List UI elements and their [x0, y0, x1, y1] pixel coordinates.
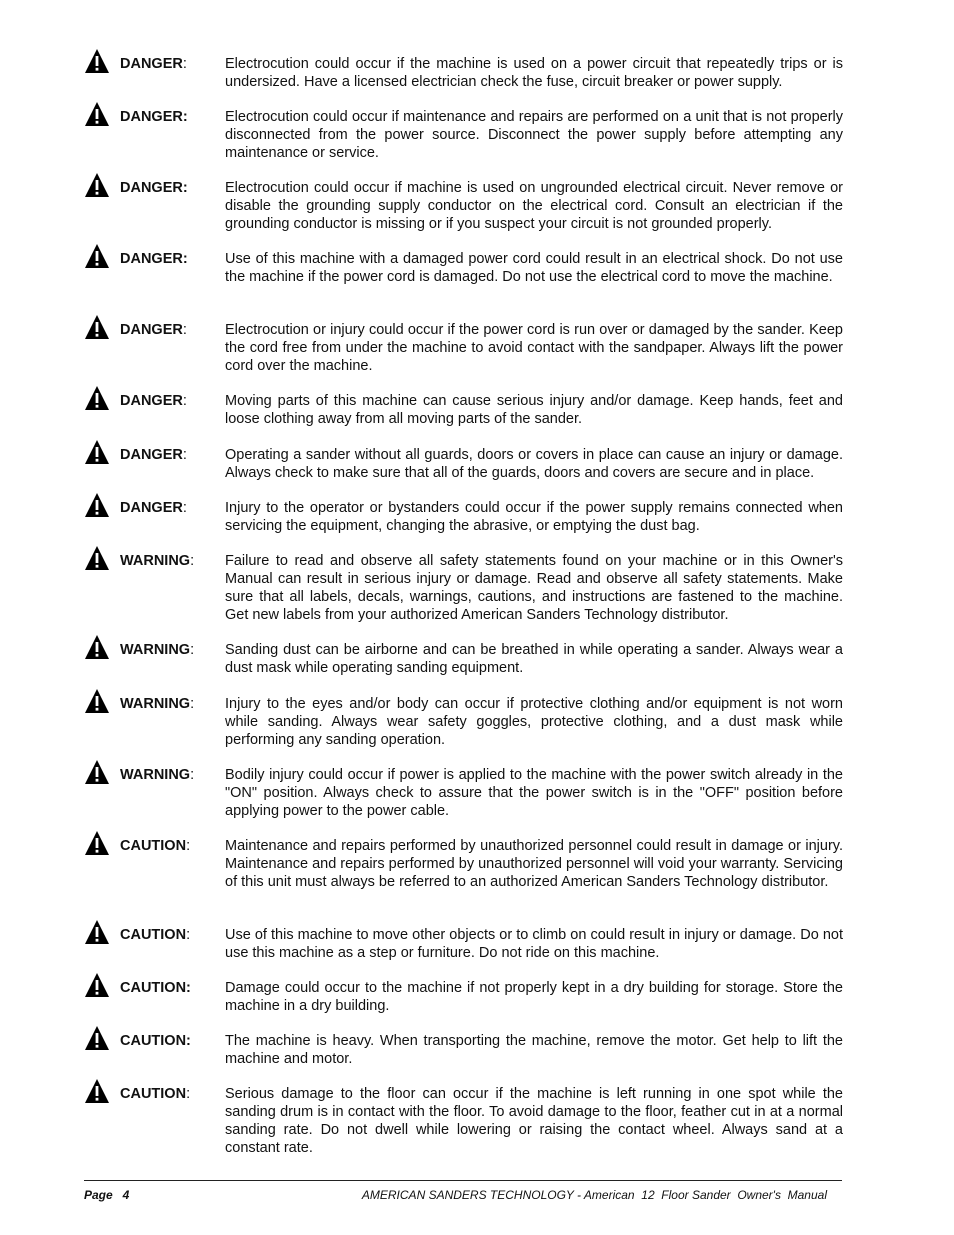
- statement-text: Electrocution or injury could occur if the power cord is run over or damaged by the sander. Keep the cord free from under the machine to avoid contact with the sandpaper. Always lift the power cord over the machine.: [225, 322, 843, 374]
- statement-text: Damage could occur to the machine if not properly kept in a dry building for storage. Store the machine in a dry building.: [225, 980, 843, 1014]
- warning-triangle-icon: [84, 830, 110, 856]
- statement-text: Operating a sander without all guards, doors or covers in place can cause an injury or damage. Always check to make sure that all of the guards, doors and covers are secure and in place.: [225, 447, 843, 481]
- statement-text: Electrocution could occur if machine is used on ungrounded electrical circuit. Never remove or disable the grounding supply conductor on the electrical cord. Consult an electrician if the grounding conductor is missing or if you suspect your circuit is not grounded properly.: [225, 180, 843, 232]
- statement-text: Maintenance and repairs performed by unauthorized personnel could result in damage or injury. Maintenance and repairs performed by unauthorized personnel will void your warranty. Servicing of this unit must always be referred to an authorized American Sanders Technology distributor.: [225, 838, 843, 890]
- statement-text: Sanding dust can be airborne and can be breathed in while operating a sander. Always wear a dust mask while operating sanding equipment.: [225, 642, 843, 676]
- warning-triangle-icon: [84, 919, 110, 945]
- statement-label: WARNING:: [120, 767, 195, 783]
- warning-triangle-icon: [84, 1078, 110, 1104]
- statement-label: DANGER:: [120, 447, 187, 463]
- statement-label: DANGER:: [120, 500, 187, 516]
- warning-triangle-icon: [84, 1025, 110, 1051]
- statement-text: Serious damage to the floor can occur if the machine is left running in one spot while the sanding drum is in contact with the floor. To avoid damage to the floor, feather cut in at a normal sanding rate. Do not dwell while lowering or raising the contact wheel. Always sand at a constant rate.: [225, 1086, 843, 1156]
- statement-label: CAUTION:: [120, 838, 191, 854]
- warning-triangle-icon: [84, 439, 110, 465]
- statement-label: CAUTION:: [120, 927, 191, 943]
- statement-text: Electrocution could occur if maintenance and repairs are performed on a unit that is not properly disconnected from the power source. Disconnect the power supply before attempting any maintenance or service.: [225, 109, 843, 161]
- statement-text: Failure to read and observe all safety statements found on your machine or in this Owner's Manual can result in serious injury or damage. Read and observe all safety statements. Make sure that all labels, decals, warnings, cautions, and instructions are fastened to the machine. Get new labels from your authorized American Sanders Technology distributor.: [225, 553, 843, 623]
- statement-label: WARNING:: [120, 642, 195, 658]
- warning-triangle-icon: [84, 972, 110, 998]
- statement-text: Use of this machine to move other objects or to climb on could result in injury or damage. Do not use this machine as a step or furniture. Do not ride on this machine.: [225, 927, 843, 961]
- warning-triangle-icon: [84, 759, 110, 785]
- footer-page-number: Page 4: [84, 1188, 130, 1202]
- statement-label: DANGER:: [120, 322, 187, 338]
- footer-manual-title: AMERICAN SANDERS TECHNOLOGY - American 12 Floor Sander Owner's Manual: [361, 1188, 827, 1202]
- statement-text: Bodily injury could occur if power is applied to the machine with the power switch already in the "ON" position. Always check to assure that the power switch is in the "OFF" position before applying power to the power cable.: [225, 767, 843, 819]
- warning-triangle-icon: [84, 492, 110, 518]
- warning-triangle-icon: [84, 243, 110, 269]
- statement-label: CAUTION:: [120, 1086, 191, 1102]
- warning-triangle-icon: [84, 101, 110, 127]
- statement-text: The machine is heavy. When transporting the machine, remove the motor. Get help to lift the machine and motor.: [225, 1033, 843, 1067]
- statement-label: DANGER:: [120, 251, 188, 267]
- statement-text: Injury to the operator or bystanders could occur if the power supply remains connected when servicing the equipment, changing the abrasive, or emptying the dust bag.: [225, 500, 843, 534]
- statement-label: DANGER:: [120, 180, 188, 196]
- statement-label: WARNING:: [120, 553, 195, 569]
- statement-label: CAUTION:: [120, 980, 191, 996]
- warning-triangle-icon: [84, 314, 110, 340]
- statement-label: WARNING:: [120, 696, 195, 712]
- footer-divider: [84, 1180, 842, 1181]
- statement-label: DANGER:: [120, 393, 187, 409]
- statement-text: Moving parts of this machine can cause serious injury and/or damage. Keep hands, feet and loose clothing away from all moving parts of the sander.: [225, 393, 843, 427]
- warning-triangle-icon: [84, 688, 110, 714]
- statement-text: Electrocution could occur if the machine is used on a power circuit that repeatedly trips or is undersized. Have a licensed electrician check the fuse, circuit breaker or power supply.: [225, 56, 843, 90]
- warning-triangle-icon: [84, 385, 110, 411]
- warning-triangle-icon: [84, 172, 110, 198]
- statement-text: Use of this machine with a damaged power cord could result in an electrical shock. Do not use the machine if the power cord is damaged. Do not use the electrical cord to move the machine.: [225, 251, 843, 285]
- warning-triangle-icon: [84, 48, 110, 74]
- warning-triangle-icon: [84, 545, 110, 571]
- statement-label: DANGER:: [120, 56, 187, 72]
- statement-text: Injury to the eyes and/or body can occur if protective clothing and/or equipment is not worn while sanding. Always wear safety goggles, protective clothing, and a dust mask while performing any sanding operation.: [225, 696, 843, 748]
- statement-label: CAUTION:: [120, 1033, 191, 1049]
- warning-triangle-icon: [84, 634, 110, 660]
- statement-label: DANGER:: [120, 109, 188, 125]
